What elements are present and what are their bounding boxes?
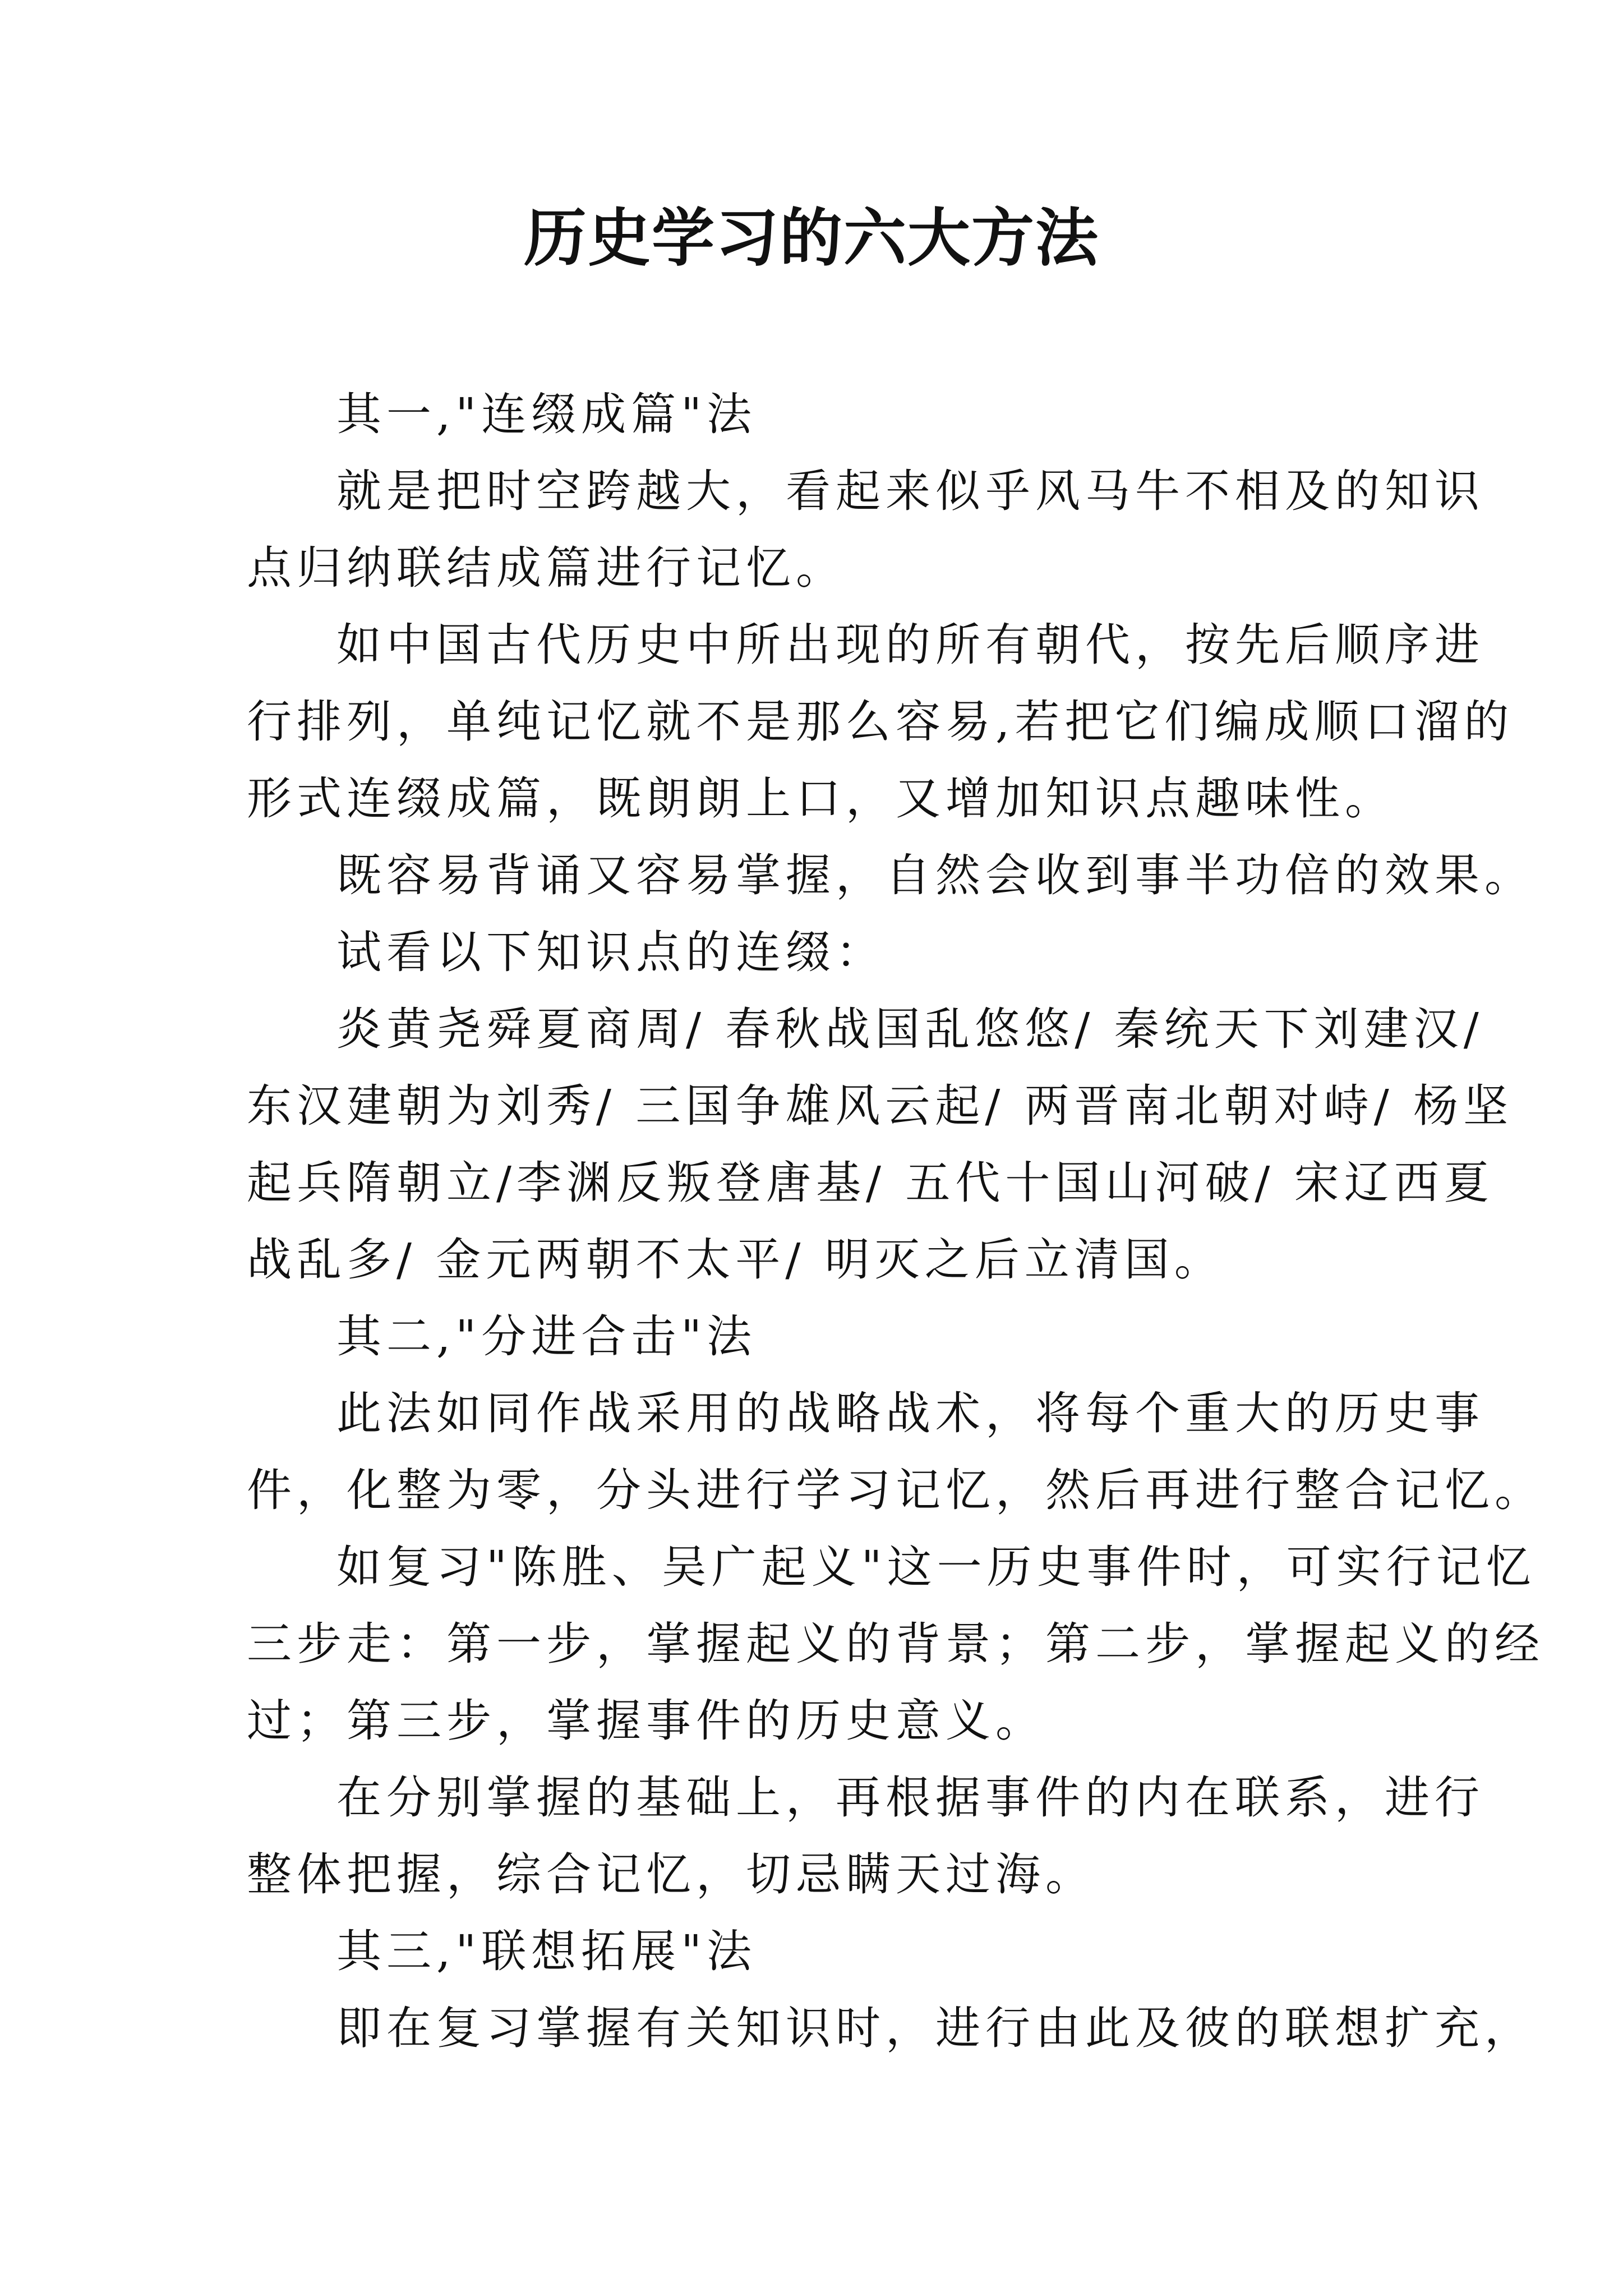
text-line: 即在复习掌握有关知识时，进行由此及彼的联想扩充，	[336, 2002, 1534, 2054]
text-line: 此法如同作战采用的战略战术，将每个重大的历史事	[336, 1387, 1484, 1439]
text-line: 其二,"分进合击"法	[336, 1310, 757, 1363]
text-line: 炎黄尧舜夏商周/ 春秋战国乱悠悠/ 秦统天下刘建汉/	[336, 1003, 1484, 1055]
text-line: 如复习"陈胜、吴广起义"这一历史事件时，可实行记忆	[336, 1541, 1536, 1593]
text-line: 其一,"连缀成篇"法	[336, 388, 757, 440]
text-line: 就是把时空跨越大，看起来似乎风马牛不相及的知识	[336, 465, 1484, 517]
text-line: 试看以下知识点的连缀：	[336, 926, 886, 978]
text-line: 件，化整为零，分头进行学习记忆，然后再进行整合记忆。	[247, 1464, 1544, 1516]
text-line: 形式连缀成篇，既朗朗上口，又增加知识点趣味性。	[247, 772, 1395, 825]
text-line: 战乱多/ 金元两朝不太平/ 明灭之后立清国。	[247, 1234, 1224, 1286]
text-line: 东汉建朝为刘秀/ 三国争雄风云起/ 两晋南北朝对峙/ 杨坚	[247, 1080, 1514, 1132]
document-title: 历史学习的六大方法	[524, 201, 1099, 275]
text-line: 在分别掌握的基础上，再根据事件的内在联系，进行	[336, 1772, 1484, 1824]
text-line: 三步走：第一步，掌握起义的背景；第二步，掌握起义的经	[247, 1618, 1544, 1670]
text-line: 点归纳联结成篇进行记忆。	[247, 542, 846, 594]
text-line: 行排列，单纯记忆就不是那么容易,若把它们编成顺口溜的	[247, 696, 1514, 748]
text-line: 其三,"联想拓展"法	[336, 1925, 757, 1977]
text-line: 既容易背诵又容易掌握，自然会收到事半功倍的效果。	[336, 849, 1534, 901]
text-line: 起兵隋朝立/李渊反叛登唐基/ 五代十国山河破/ 宋辽西夏	[247, 1157, 1494, 1209]
text-line: 如中国古代历史中所出现的所有朝代，按先后顺序进	[336, 619, 1484, 671]
text-line: 整体把握，综合记忆，切忌瞒天过海。	[247, 1848, 1095, 1901]
document-body	[247, 376, 1544, 2067]
text-line: 过；第三步，掌握事件的历史意义。	[247, 1695, 1045, 1747]
